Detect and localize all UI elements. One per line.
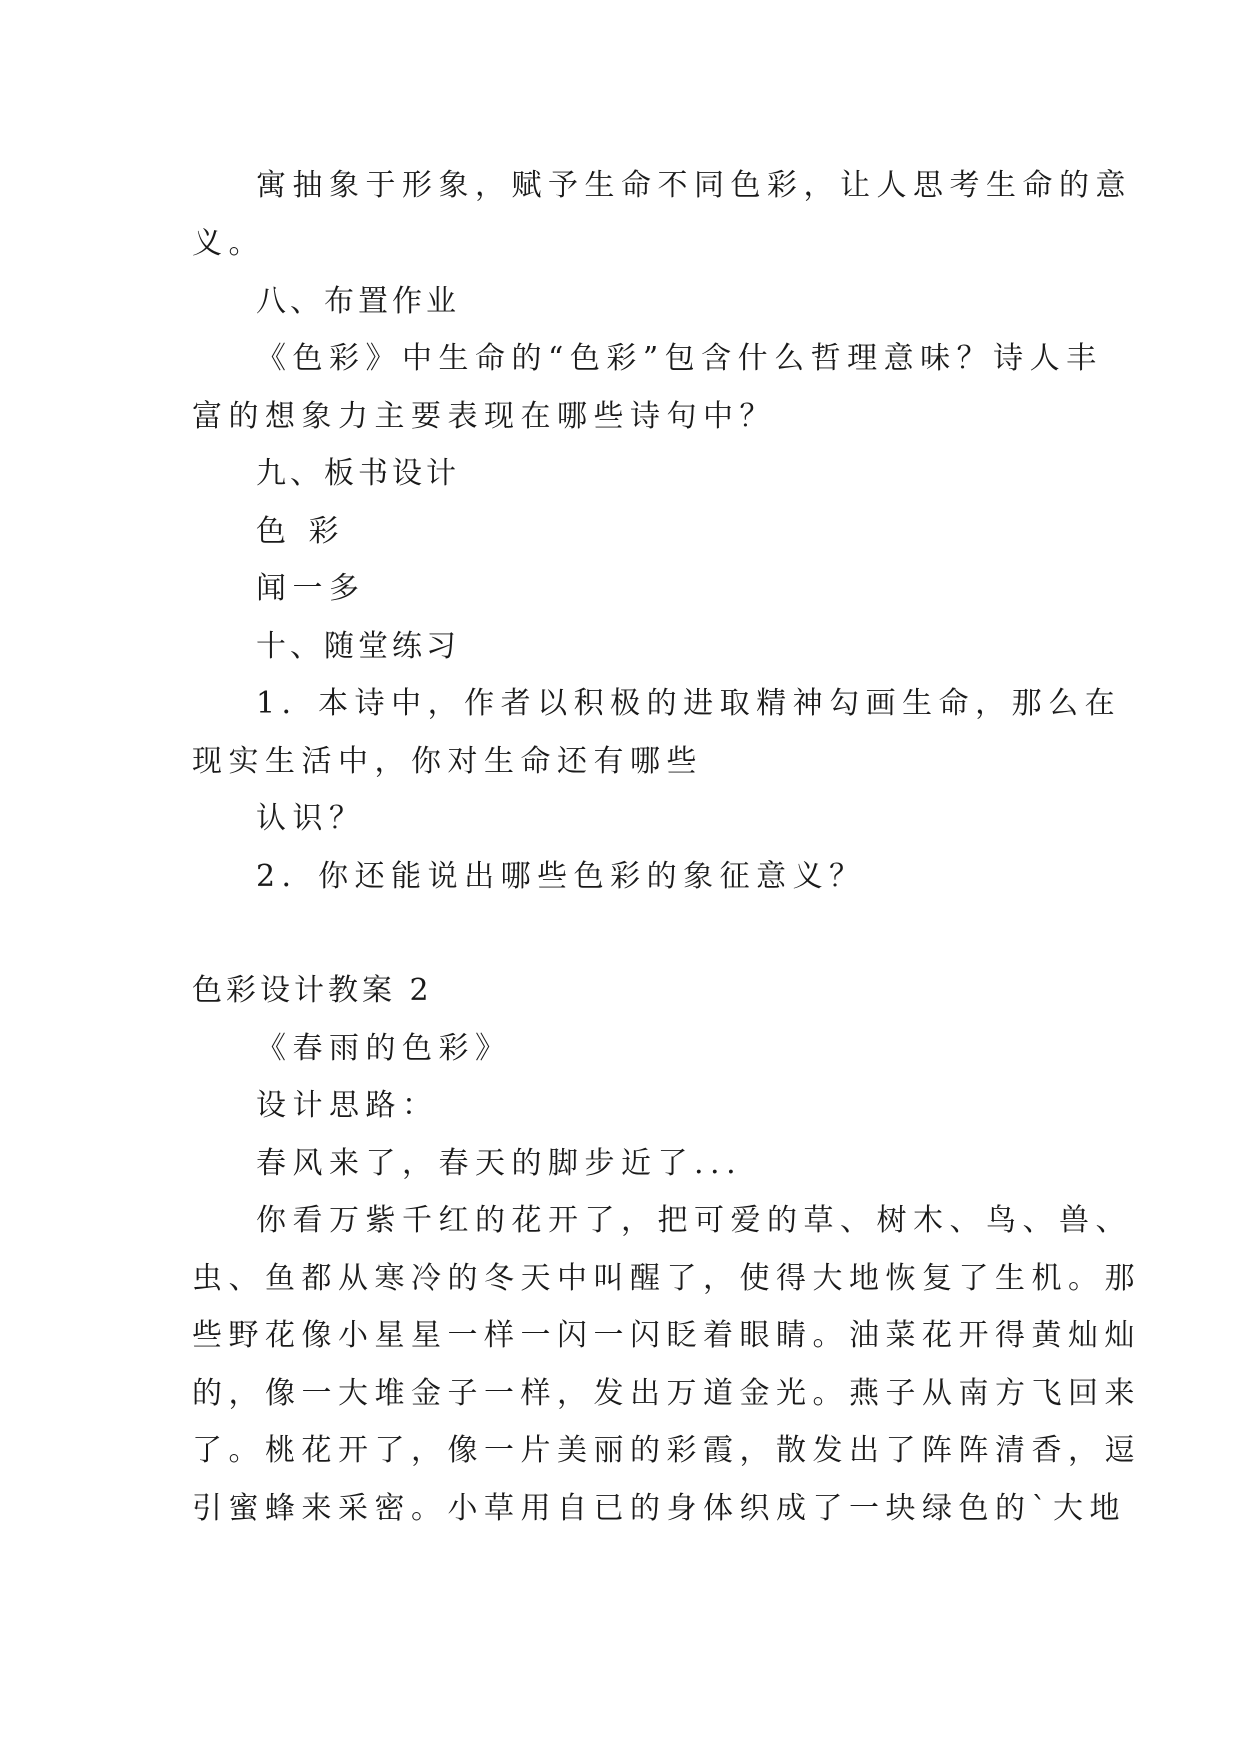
paragraph-line: 富的想象力主要表现在哪些诗句中？ [192,399,776,434]
design-idea-label: 设计思路： [256,1088,439,1123]
paragraph-line: 的，像一大堆金子一样，发出万道金光。燕子从南方飞回来 [192,1376,1141,1411]
paragraph-line: 认识？ [256,801,366,836]
paragraph-line: 寓抽象于形象，赋予生命不同色彩，让人思考生命的意 [256,168,1132,203]
paragraph-line: 引蜜蜂来采密。小草用自已的身体织成了一块绿色的`大地 [192,1491,1126,1526]
paragraph-line: 些野花像小星星一样一闪一闪眨着眼睛。油菜花开得黄灿灿 [192,1318,1141,1353]
lesson-title: 《春雨的色彩》 [256,1031,512,1066]
exercise-item-2: 2．你还能说出哪些色彩的象征意义？ [256,859,866,894]
paragraph-line: 春风来了，春天的脚步近了... [256,1146,743,1181]
section-heading-assignment: 八、布置作业 [256,284,460,319]
paragraph-line: 现实生活中，你对生命还有哪些 [192,744,703,779]
document-title: 色彩设计教案 2 [192,973,433,1008]
exercise-item-1: 1．本诗中，作者以积极的进取精神勾画生命，那么在 [256,686,1122,721]
paragraph-line: 你看万紫千红的花开了，把可爱的草、树木、鸟、兽、 [256,1203,1132,1238]
section-heading-board-design: 九、板书设计 [256,456,460,491]
section-heading-exercise: 十、随堂练习 [256,629,460,664]
paragraph-line: 虫、鱼都从寒冷的冬天中叫醒了，使得大地恢复了生机。那 [192,1261,1141,1296]
board-title: 色 彩 [256,514,346,549]
paragraph-line: 《色彩》中生命的“色彩”包含什么哲理意味？诗人丰 [256,341,1103,376]
paragraph-line: 了。桃花开了，像一片美丽的彩霞，散发出了阵阵清香，逗 [192,1433,1141,1468]
paragraph-line: 义。 [192,226,265,261]
board-author: 闻一多 [256,571,366,606]
